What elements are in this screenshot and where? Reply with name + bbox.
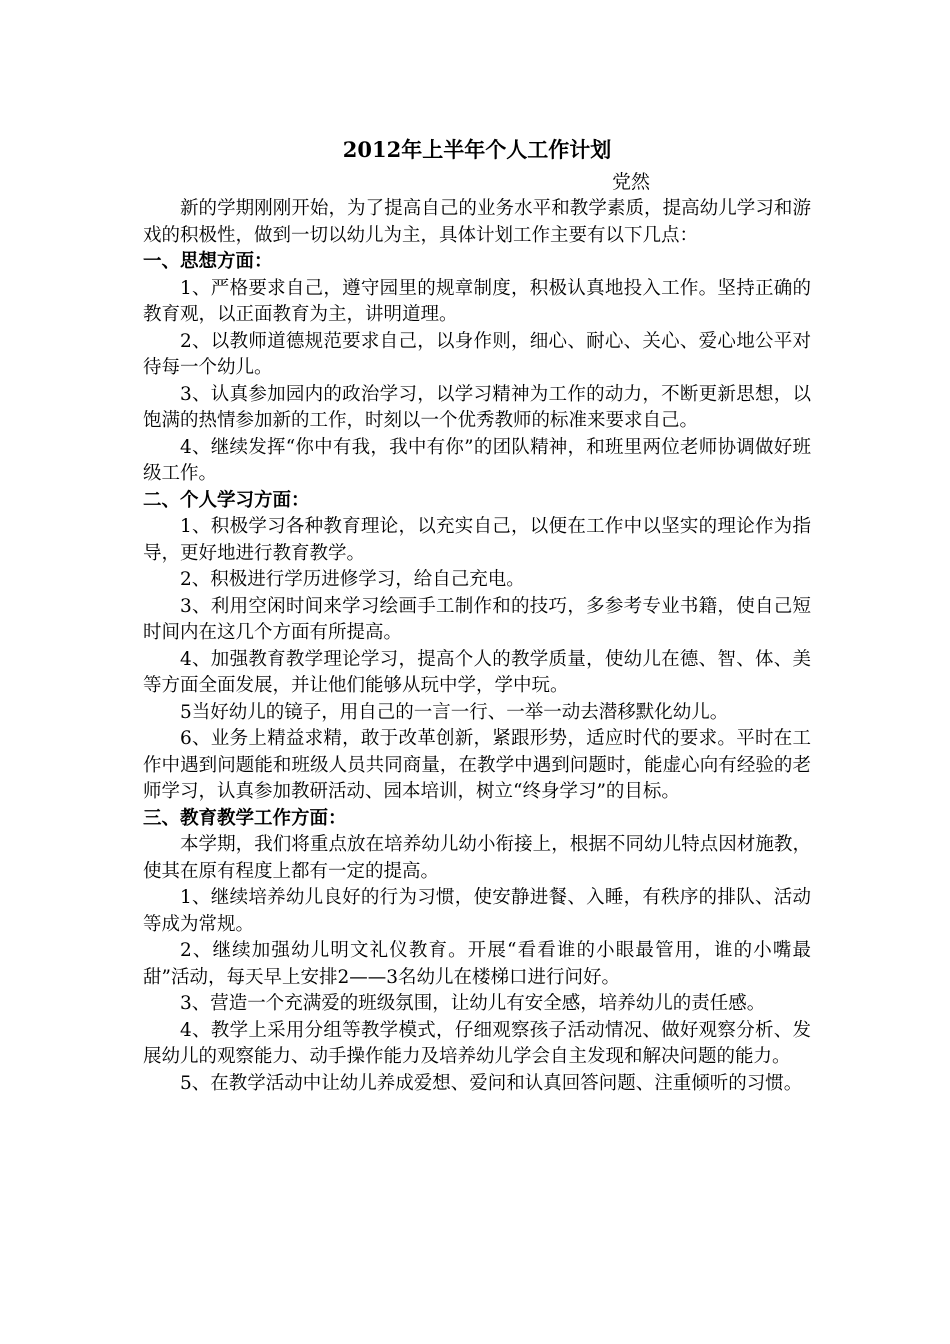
body-paragraph: 3、营造一个充满爱的班级氛围，让幼儿有安全感，培养幼儿的责任感。 (180, 993, 766, 1014)
body-paragraph: 5当好幼儿的镜子，用自己的一言一行、一举一动去潜移默化幼儿。 (180, 701, 729, 723)
section-heading: 三、教育教学工作方面： (143, 807, 347, 829)
body-paragraph: 1、继续培养幼儿良好的行为习惯，使安静进餐、入睡，有秩序的排队、活动等成为常规。 (143, 887, 811, 935)
body-paragraph: 4、教学上采用分组等教学模式，仔细观察孩子活动情况、做好观察分析、发展幼儿的观察能力、动手操作能力及培养幼儿学会自主发现和解决问题的能力。 (143, 1019, 811, 1067)
body-paragraph: 3、利用空闲时间来学习绘画手工制作和的技巧，多参考专业书籍，使自己短时间内在这几个方面有所提高。 (143, 595, 811, 643)
document-page (143, 132, 811, 1097)
body-paragraph: 4、加强教育教学理论学习，提高个人的教学质量，使幼儿在德、智、体、美等方面全面发展，并让他们能够从玩中学，学中玩。 (143, 648, 811, 696)
body-paragraph: 6、业务上精益求精，敢于改革创新，紧跟形势，适应时代的要求。平时在工作中遇到问题能和班级人员共同商量，在教学中遇到问题时，能虚心向有经验的老师学习，认真参加教研活动、园本培训，树立“终身学习”的目标。 (143, 728, 811, 802)
document-title: 2012年上半年个人工作计划 (342, 137, 612, 162)
body-paragraph: 本学期，我们将重点放在培养幼儿幼小衔接上，根据不同幼儿特点因材施教，使其在原有程度上都有一定的提高。 (143, 834, 811, 882)
body-paragraph: 1、严格要求自己，遵守园里的规章制度，积极认真地投入工作。坚持正确的教育观，以正面教育为主，讲明道理。 (143, 277, 811, 325)
body-paragraph: 3、认真参加园内的政治学习，以学习精神为工作的动力，不断更新思想，以饱满的热情参加新的工作，时刻以一个优秀教师的标准来要求自己。 (143, 383, 811, 431)
document-body (143, 196, 811, 1097)
body-paragraph: 2、积极进行学历进修学习，给自己充电。 (180, 569, 525, 590)
body-paragraph: 2、继续加强幼儿明文礼仪教育。开展“看看谁的小眼最管用，谁的小嘴最甜”活动，每天早上安排2——3名幼儿在楼梯口进行问好。 (143, 940, 811, 988)
body-paragraph: 新的学期刚刚开始，为了提高自己的业务水平和教学素质，提高幼儿学习和游戏的积极性，做到一切以幼儿为主，具体计划工作主要有以下几点： (143, 198, 811, 246)
section-heading: 二、个人学习方面： (143, 489, 310, 511)
section-heading: 一、思想方面： (143, 251, 273, 272)
document-author: 党然 (612, 171, 651, 193)
body-paragraph: 1、积极学习各种教育理论，以充实自己，以便在工作中以坚实的理论作为指导，更好地进行教育教学。 (143, 516, 811, 564)
body-paragraph: 2、以教师道德规范要求自己，以身作则，细心、耐心、关心、爱心地公平对待每一个幼儿。 (143, 330, 811, 378)
body-paragraph: 5、在教学活动中让幼儿养成爱想、爱问和认真回答问题、注重倾听的习惯。 (180, 1072, 803, 1094)
body-paragraph: 4、继续发挥“你中有我，我中有你”的团队精神，和班里两位老师协调做好班级工作。 (143, 436, 811, 484)
